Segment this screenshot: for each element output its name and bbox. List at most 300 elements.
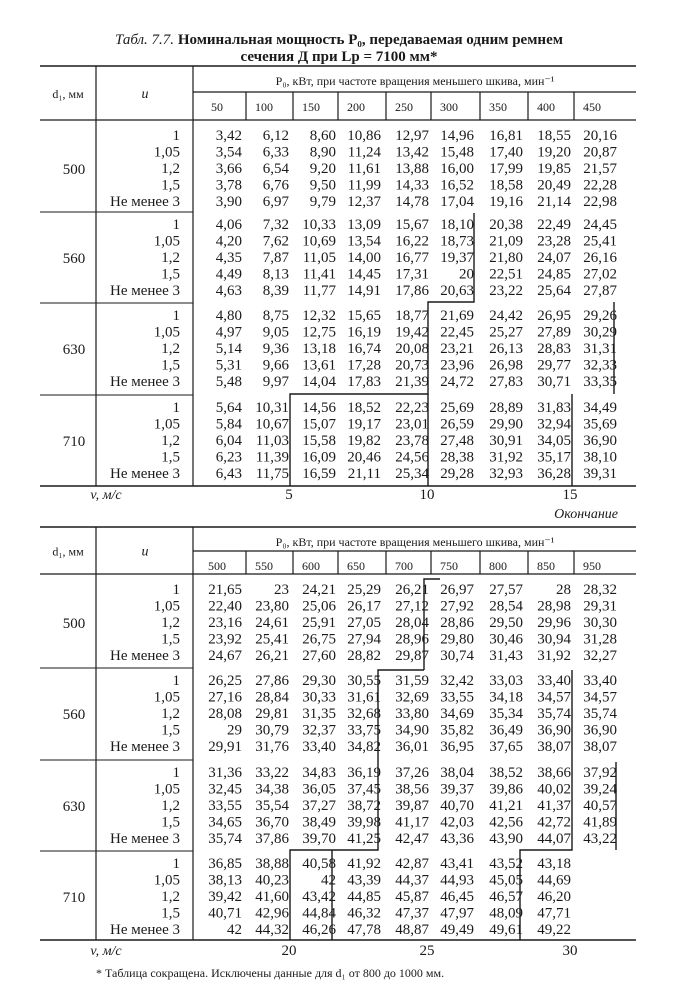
power-cell: 31,59 [395, 673, 429, 689]
power-cell: 16,59 [302, 466, 336, 482]
power-cell: 27,87 [583, 283, 617, 299]
speed-label: 200 [347, 100, 365, 114]
power-cell: 20 [459, 266, 474, 283]
power-cell: 35,69 [583, 416, 617, 433]
power-cell: 28 [556, 582, 571, 598]
power-cell: 21,80 [489, 250, 523, 266]
power-cell: 6,33 [262, 144, 289, 161]
u-value: 1,2 [161, 161, 180, 177]
power-cell: 14,04 [302, 374, 336, 390]
power-cell: 5,64 [215, 400, 242, 416]
power-cell: 33,40 [583, 673, 617, 689]
power-cell: 44,37 [395, 872, 429, 889]
u-header: u [141, 544, 149, 560]
power-cell: 38,56 [395, 781, 429, 798]
power-cell: 29,77 [537, 357, 571, 374]
power-cell: 36,28 [537, 466, 571, 482]
power-cell: 17,99 [489, 161, 523, 177]
power-cell: 33,55 [440, 689, 474, 706]
u-value: 1,05 [153, 324, 180, 341]
power-cell: 7,62 [262, 233, 289, 250]
u-value: 1,5 [161, 449, 180, 466]
power-cell: 41,92 [347, 856, 381, 872]
power-cell: 29,50 [489, 615, 523, 631]
power-cell: 39,37 [440, 781, 474, 798]
power-cell: 32,94 [537, 416, 571, 433]
power-cell: 38,49 [302, 814, 336, 831]
power-cell: 23,96 [440, 357, 474, 374]
power-cell: 34,57 [583, 689, 617, 706]
power-cell: 13,88 [395, 161, 429, 177]
u-value: 1,5 [161, 631, 180, 648]
power-cell: 17,40 [489, 144, 523, 161]
power-cell: 30,91 [489, 433, 523, 449]
power-cell: 14,56 [302, 400, 336, 416]
power-cell: 24,42 [489, 308, 523, 324]
power-cell: 39,42 [208, 889, 242, 905]
power-cell: 27,12 [395, 598, 429, 615]
d1-value: 500 [62, 162, 86, 178]
power-cell: 31,31 [583, 341, 617, 357]
power-cell: 27,94 [347, 631, 381, 648]
u-value: 1 [172, 856, 180, 872]
power-cell: 31,83 [537, 400, 571, 416]
power-cell: 22,45 [440, 324, 474, 341]
power-cell: 9,05 [262, 324, 289, 341]
power-cell: 11,05 [302, 250, 336, 266]
power-cell: 17,83 [347, 374, 381, 390]
d1-header: d₁, мм [52, 87, 84, 101]
power-cell: 4,80 [215, 308, 242, 324]
power-cell: 17,31 [395, 266, 429, 283]
power-cell: 20,73 [395, 357, 429, 374]
power-cell: 29,80 [440, 631, 474, 648]
continuation-label: Окончание [554, 507, 618, 522]
power-cell: 24,56 [395, 449, 429, 466]
power-cell: 24,72 [440, 374, 474, 390]
d1-value: 560 [62, 707, 86, 723]
power-cell: 15,48 [440, 144, 474, 161]
power-cell: 25,29 [347, 582, 381, 598]
power-cell: 36,90 [583, 433, 617, 449]
power-cell: 26,95 [537, 308, 571, 324]
power-cell: 28,54 [489, 598, 523, 615]
power-cell: 36,01 [395, 739, 429, 755]
power-cell: 28,98 [537, 598, 571, 615]
power-cell: 42,47 [395, 831, 429, 847]
power-cell: 19,42 [395, 324, 429, 341]
power-cell: 43,36 [440, 831, 474, 847]
power-cell: 32,33 [583, 357, 617, 374]
power-cell: 14,45 [347, 266, 381, 283]
power-cell: 34,83 [302, 765, 336, 781]
power-cell: 29 [227, 722, 242, 739]
power-cell: 23,92 [208, 631, 242, 648]
power-cell: 13,09 [347, 217, 381, 233]
power-cell: 8,90 [309, 144, 336, 161]
power-cell: 27,57 [489, 582, 523, 598]
power-cell: 16,00 [440, 161, 474, 177]
power-cell: 4,06 [215, 217, 242, 233]
speed-label: 300 [440, 100, 458, 114]
u-value: 1,05 [153, 144, 180, 161]
power-cell: 44,85 [347, 889, 381, 905]
power-cell: 46,20 [537, 889, 571, 905]
d1-value: 500 [62, 616, 86, 632]
power-cell: 6,43 [215, 466, 242, 482]
power-cell: 5,14 [215, 341, 242, 357]
power-cell: 20,16 [583, 128, 617, 144]
power-cell: 43,41 [440, 856, 474, 872]
power-cell: 23,01 [395, 416, 429, 433]
power-cell: 22,40 [208, 598, 242, 615]
power-cell: 33,40 [302, 739, 336, 755]
d1-value: 630 [62, 342, 86, 358]
power-cell: 36,95 [440, 739, 474, 755]
power-cell: 31,61 [347, 689, 381, 706]
speed-label: 250 [395, 100, 413, 114]
power-cell: 30,94 [537, 631, 571, 648]
power-cell: 28,08 [208, 706, 242, 722]
power-cell: 35,74 [208, 831, 242, 847]
power-cell: 20,49 [537, 177, 571, 194]
u-value: 1,2 [161, 341, 180, 357]
power-cell: 36,85 [208, 856, 242, 872]
power-cell: 40,02 [537, 781, 571, 798]
power-cell: 32,93 [489, 466, 523, 482]
power-cell: 10,67 [255, 416, 289, 433]
u-value: 1,2 [161, 433, 180, 449]
power-cell: 18,10 [440, 217, 474, 233]
power-cell: 28,04 [395, 615, 429, 631]
power-cell: 35,17 [537, 449, 571, 466]
power-cell: 26,75 [302, 631, 336, 648]
title-line-2: сечения Д при Lр = 7100 мм* [240, 49, 438, 65]
power-cell: 30,33 [302, 689, 336, 706]
power-cell: 3,54 [215, 144, 242, 161]
power-cell: 29,26 [583, 308, 617, 324]
power-cell: 24,07 [537, 250, 571, 266]
u-value: 1,05 [153, 781, 180, 798]
power-cell: 16,77 [395, 250, 429, 266]
power-cell: 14,78 [395, 194, 429, 210]
power-cell: 7,32 [262, 217, 289, 233]
u-value: 1,5 [161, 814, 180, 831]
power-cell: 44,84 [302, 905, 336, 922]
power-cell: 33,03 [489, 673, 523, 689]
power-cell: 38,07 [583, 739, 617, 755]
power-cell: 25,69 [440, 400, 474, 416]
power-cell: 34,49 [583, 400, 617, 416]
power-cell: 6,12 [262, 128, 289, 144]
power-cell: 12,37 [347, 194, 381, 210]
power-cell: 37,26 [395, 765, 429, 781]
u-value: 1,2 [161, 706, 180, 722]
power-cell: 34,18 [489, 689, 523, 706]
power-cell: 16,09 [302, 449, 336, 466]
power-cell: 32,37 [302, 722, 336, 739]
power-cell: 23,16 [208, 615, 242, 631]
power-cell: 27,83 [489, 374, 523, 390]
power-cell: 20,38 [489, 217, 523, 233]
power-cell: 38,07 [537, 739, 571, 755]
power-cell: 17,28 [347, 357, 381, 374]
power-cell: 37,27 [302, 798, 336, 814]
power-cell: 43,18 [537, 856, 571, 872]
u-header: u [141, 87, 149, 102]
power-cell: 18,52 [347, 400, 381, 416]
power-cell: 15,67 [395, 217, 429, 233]
power-cell: 29,96 [537, 615, 571, 631]
power-cell: 45,87 [395, 889, 429, 905]
speed-label: 650 [347, 559, 365, 573]
power-cell: 12,32 [302, 308, 336, 324]
power-cell: 40,58 [302, 856, 336, 872]
u-value: 1 [172, 308, 180, 324]
power-cell: 35,34 [489, 706, 523, 722]
power-cell: 30,46 [489, 631, 523, 648]
power-cell: 48,87 [395, 922, 429, 938]
speed-label: 950 [583, 559, 601, 573]
power-cell: 17,04 [440, 194, 474, 210]
power-cell: 8,75 [262, 308, 289, 324]
title-text-1: Номинальная мощность P₀, передаваемая одним ремнем [177, 32, 563, 48]
power-cell: 23,78 [395, 433, 429, 449]
power-cell: 23,80 [255, 598, 289, 615]
power-cell: 44,32 [255, 922, 289, 938]
power-cell: 31,76 [255, 739, 289, 755]
power-cell: 43,52 [489, 856, 523, 872]
power-cell: 29,81 [255, 706, 289, 722]
power-cell: 31,92 [489, 449, 523, 466]
power-cell: 44,93 [440, 872, 474, 889]
power-cell: 11,24 [347, 144, 381, 161]
power-cell: 5,31 [215, 357, 242, 374]
power-cell: 38,72 [347, 798, 381, 814]
power-cell: 12,75 [302, 324, 336, 341]
speed-label: 100 [255, 100, 273, 114]
power-cell: 27,48 [440, 433, 474, 449]
power-cell: 38,13 [208, 872, 242, 889]
power-cell: 41,17 [395, 814, 429, 831]
power-cell: 28,86 [440, 615, 474, 631]
power-cell: 44,07 [537, 831, 571, 847]
power-cell: 28,89 [489, 400, 523, 416]
power-cell: 24,21 [302, 582, 336, 598]
power-cell: 9,50 [309, 177, 336, 194]
power-cell: 34,69 [440, 706, 474, 722]
u-value: 1,5 [161, 722, 180, 739]
power-cell: 37,92 [583, 765, 617, 781]
power-cell: 20,87 [583, 144, 617, 161]
power-cell: 4,35 [215, 250, 242, 266]
power-cell: 27,16 [208, 689, 242, 706]
power-cell: 22,49 [537, 217, 571, 233]
footnote: * Таблица сокращена. Исключены данные для d₁ от 800 до 1000 мм. [96, 966, 445, 980]
power-cell: 24,67 [208, 648, 242, 664]
u-value: Не менее 3 [110, 283, 180, 299]
u-value: 1 [172, 128, 180, 144]
v-value: 20 [281, 943, 297, 959]
power-cell: 22,28 [583, 177, 617, 194]
speed-label: 150 [302, 100, 320, 114]
power-cell: 17,86 [395, 283, 429, 299]
u-value: 1,2 [161, 250, 180, 266]
d1-value: 710 [62, 890, 86, 906]
v-value: 10 [419, 487, 435, 503]
power-cell: 49,61 [489, 922, 523, 938]
power-cell: 19,37 [440, 250, 474, 266]
power-cell: 27,02 [583, 266, 617, 283]
power-cell: 9,79 [309, 194, 336, 210]
power-cell: 34,05 [537, 433, 571, 449]
power-cell: 16,19 [347, 324, 381, 341]
power-cell: 11,99 [347, 177, 381, 194]
power-cell: 35,74 [537, 706, 571, 722]
power-cell: 29,90 [489, 416, 523, 433]
power-cell: 30,29 [583, 324, 617, 341]
power-cell: 41,25 [347, 831, 381, 847]
power-cell: 22,51 [489, 266, 523, 283]
u-value: 1,05 [153, 598, 180, 615]
power-cell: 43,42 [302, 889, 336, 905]
power-cell: 21,11 [347, 466, 381, 482]
power-cell: 36,05 [302, 781, 336, 798]
power-cell: 32,68 [347, 706, 381, 722]
v-value: 5 [285, 487, 293, 503]
power-cell: 6,04 [215, 433, 242, 449]
d1-header: d₁, мм [52, 544, 84, 559]
power-cell: 4,97 [215, 324, 242, 341]
power-cell: 35,54 [255, 798, 289, 814]
power-cell: 40,70 [440, 798, 474, 814]
power-cell: 34,82 [347, 739, 381, 755]
power-cell: 47,78 [347, 922, 381, 938]
power-cell: 22,98 [583, 194, 617, 210]
power-cell: 8,60 [309, 128, 336, 144]
u-value: 1 [172, 400, 180, 416]
power-cell: 45,05 [489, 872, 523, 889]
power-cell: 47,71 [537, 905, 571, 922]
power-cell: 42 [227, 922, 242, 938]
u-value: 1,05 [153, 233, 180, 250]
power-cell: 6,97 [262, 194, 289, 210]
power-cell: 14,91 [347, 283, 381, 299]
speed-label: 800 [489, 559, 507, 573]
power-cell: 37,86 [255, 831, 289, 847]
power-cell: 36,90 [537, 722, 571, 739]
u-value: Не менее 3 [110, 739, 180, 755]
power-cell: 25,41 [583, 233, 617, 250]
power-cell: 16,81 [489, 128, 523, 144]
power-cell: 42,03 [440, 814, 474, 831]
power-cell: 38,88 [255, 856, 289, 872]
power-cell: 28,96 [395, 631, 429, 648]
power-cell: 11,03 [255, 433, 289, 449]
power-cell: 16,22 [395, 233, 429, 250]
power-cell: 43,90 [489, 831, 523, 847]
power-cell: 26,98 [489, 357, 523, 374]
power-cell: 30,30 [583, 615, 617, 631]
power-cell: 19,16 [489, 194, 523, 210]
u-value: Не менее 3 [110, 648, 180, 664]
power-cell: 33,22 [255, 765, 289, 781]
u-value: Не менее 3 [110, 831, 180, 847]
power-cell: 31,43 [489, 648, 523, 664]
d1-value: 630 [62, 799, 86, 815]
power-cell: 31,92 [537, 648, 571, 664]
power-cell: 38,04 [440, 765, 474, 781]
power-cell: 39,24 [583, 781, 617, 798]
power-cell: 18,73 [440, 233, 474, 250]
v-value: 15 [562, 487, 578, 503]
power-cell: 9,97 [262, 374, 289, 390]
power-cell: 38,66 [537, 765, 571, 781]
power-cell: 46,26 [302, 922, 336, 938]
power-cell: 13,54 [347, 233, 381, 250]
d1-value: 560 [62, 251, 86, 267]
power-cell: 34,57 [537, 689, 571, 706]
power-cell: 23,28 [537, 233, 571, 250]
u-value: 1 [172, 217, 180, 233]
power-cell: 26,16 [583, 250, 617, 266]
power-cell: 14,33 [395, 177, 429, 194]
speed-label: 50 [211, 100, 223, 114]
power-cell: 40,23 [255, 872, 289, 889]
power-cell: 29,91 [208, 739, 242, 755]
power-cell: 6,54 [262, 161, 289, 177]
power-cell: 26,97 [440, 582, 474, 598]
power-cell: 20,08 [395, 341, 429, 357]
power-cell: 27,92 [440, 598, 474, 615]
power-cell: 30,79 [255, 722, 289, 739]
power-cell: 35,74 [583, 706, 617, 722]
power-cell: 21,09 [489, 233, 523, 250]
power-cell: 41,60 [255, 889, 289, 905]
u-value: 1,2 [161, 615, 180, 631]
power-cell: 32,27 [583, 648, 617, 664]
power-cell: 26,17 [347, 598, 381, 615]
power-cell: 25,27 [489, 324, 523, 341]
power-cell: 26,13 [489, 341, 523, 357]
power-cell: 11,75 [255, 466, 289, 482]
power-cell: 28,38 [440, 449, 474, 466]
u-value: 1,5 [161, 905, 180, 922]
power-cell: 27,86 [255, 673, 289, 689]
power-cell: 27,05 [347, 615, 381, 631]
power-cell: 43,39 [347, 872, 381, 889]
u-value: Не менее 3 [110, 922, 180, 938]
table-number: Табл. 7.7. [115, 32, 175, 48]
power-cell: 21,39 [395, 374, 429, 390]
power-cell: 27,60 [302, 648, 336, 664]
power-cell: 26,21 [255, 648, 289, 664]
power-cell: 43,22 [583, 831, 617, 847]
power-cell: 4,63 [215, 283, 242, 299]
v-header: v, м/с [90, 944, 122, 959]
power-cell: 4,20 [215, 233, 242, 250]
power-cell: 21,65 [208, 582, 242, 598]
power-cell: 9,66 [262, 357, 289, 374]
speed-label: 600 [302, 559, 320, 573]
d1-value: 710 [62, 434, 86, 450]
power-cell: 44,69 [537, 872, 571, 889]
power-cell: 28,82 [347, 648, 381, 664]
power-cell: 3,90 [215, 194, 242, 210]
power-cell: 25,41 [255, 631, 289, 648]
power-cell: 38,10 [583, 449, 617, 466]
power-cell: 29,30 [302, 673, 336, 689]
